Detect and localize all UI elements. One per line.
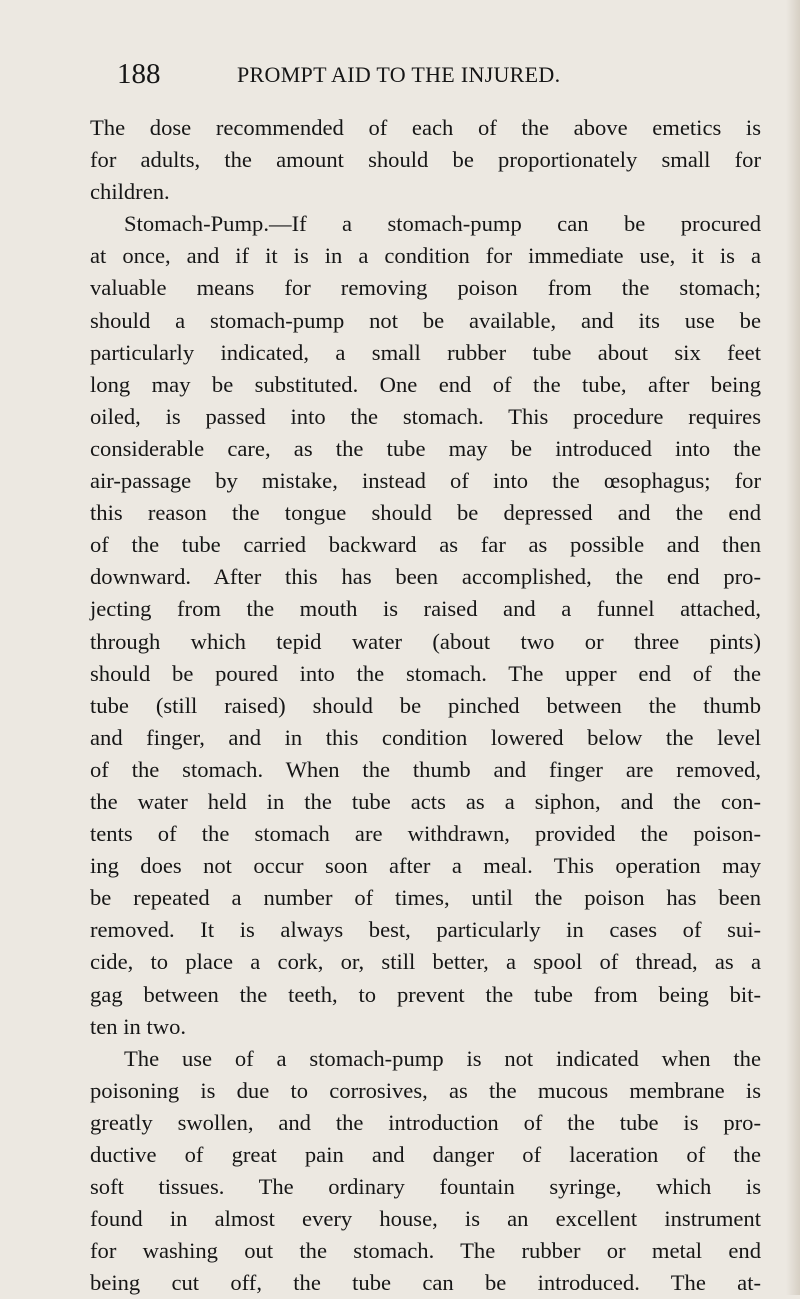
text-line: this reason the tongue should be depressed and the end [90, 500, 761, 526]
text-line: oiled, is passed into the stomach. This procedure requires [90, 403, 761, 429]
text-line: tube (still raised) should be pinched between the thumb [90, 692, 761, 718]
text-line: through which tepid water (about two or three pints) [90, 628, 761, 654]
text-line: The use of a stomach-pump is not indicated when the [124, 1045, 761, 1071]
text-line: being cut off, the tube can be introduced. The at- [90, 1270, 761, 1296]
text-line: tents of the stomach are withdrawn, provided the poison- [90, 821, 761, 847]
text-line: considerable care, as the tube may be introduced into the [90, 435, 761, 461]
text-line: of the tube carried backward as far as possible and then [90, 532, 761, 558]
text-line: found in almost every house, is an excellent instrument [90, 1206, 761, 1232]
text-line: jecting from the mouth is raised and a funnel attached, [90, 596, 761, 622]
text-line: valuable means for removing poison from the stomach; [90, 275, 761, 301]
running-head: PROMPT AID TO THE INJURED. [237, 62, 561, 87]
text-line: of the stomach. When the thumb and finger are removed, [90, 756, 761, 782]
text-line: and finger, and in this condition lowered below the level [90, 724, 761, 750]
page-number: 188 [117, 58, 161, 90]
body-text [90, 112, 761, 1299]
text-line: The dose recommended of each of the above emetics is [90, 115, 761, 140]
text-line: particularly indicated, a small rubber tube about six feet [90, 339, 761, 365]
text-line: removed. It is always best, particularly in cases of sui- [90, 917, 761, 943]
text-line: Stomach-Pump.—If a stomach-pump can be procured [124, 211, 761, 237]
page-header [117, 56, 757, 92]
text-line: children. [90, 179, 170, 205]
text-line: long may be substituted. One end of the tube, after being [90, 371, 761, 397]
text-line: should a stomach-pump not be available, and its use be [90, 307, 761, 333]
text-line: for adults, the amount should be proportionately small for [90, 147, 761, 173]
text-line: ductive of great pain and danger of laceration of the [90, 1142, 761, 1167]
text-line: gag between the teeth, to prevent the tube from being bit- [90, 981, 761, 1007]
text-line: greatly swollen, and the introduction of the tube is pro- [90, 1109, 761, 1135]
text-line: for washing out the stomach. The rubber or metal end [90, 1238, 761, 1264]
text-line: at once, and if it is in a condition for immediate use, it is a [90, 243, 761, 269]
text-line: poisoning is due to corrosives, as the mucous membrane is [90, 1077, 761, 1103]
text-line: be repeated a number of times, until the poison has been [90, 885, 761, 911]
text-line: cide, to place a cork, or, still better, a spool of thread, as a [90, 949, 761, 975]
text-line: ten in two. [90, 1013, 187, 1039]
text-line: soft tissues. The ordinary fountain syringe, which is [90, 1174, 761, 1200]
text-line: air-passage by mistake, instead of into the œsophagus; for [90, 468, 761, 494]
text-line: ing does not occur soon after a meal. This operation may [90, 853, 761, 879]
text-line: the water held in the tube acts as a siphon, and the con- [90, 788, 761, 814]
page-edge-shadow [786, 0, 800, 1295]
text-line: downward. After this has been accomplished, the end pro- [90, 564, 761, 590]
text-line: should be poured into the stomach. The upper end of the [90, 660, 761, 686]
